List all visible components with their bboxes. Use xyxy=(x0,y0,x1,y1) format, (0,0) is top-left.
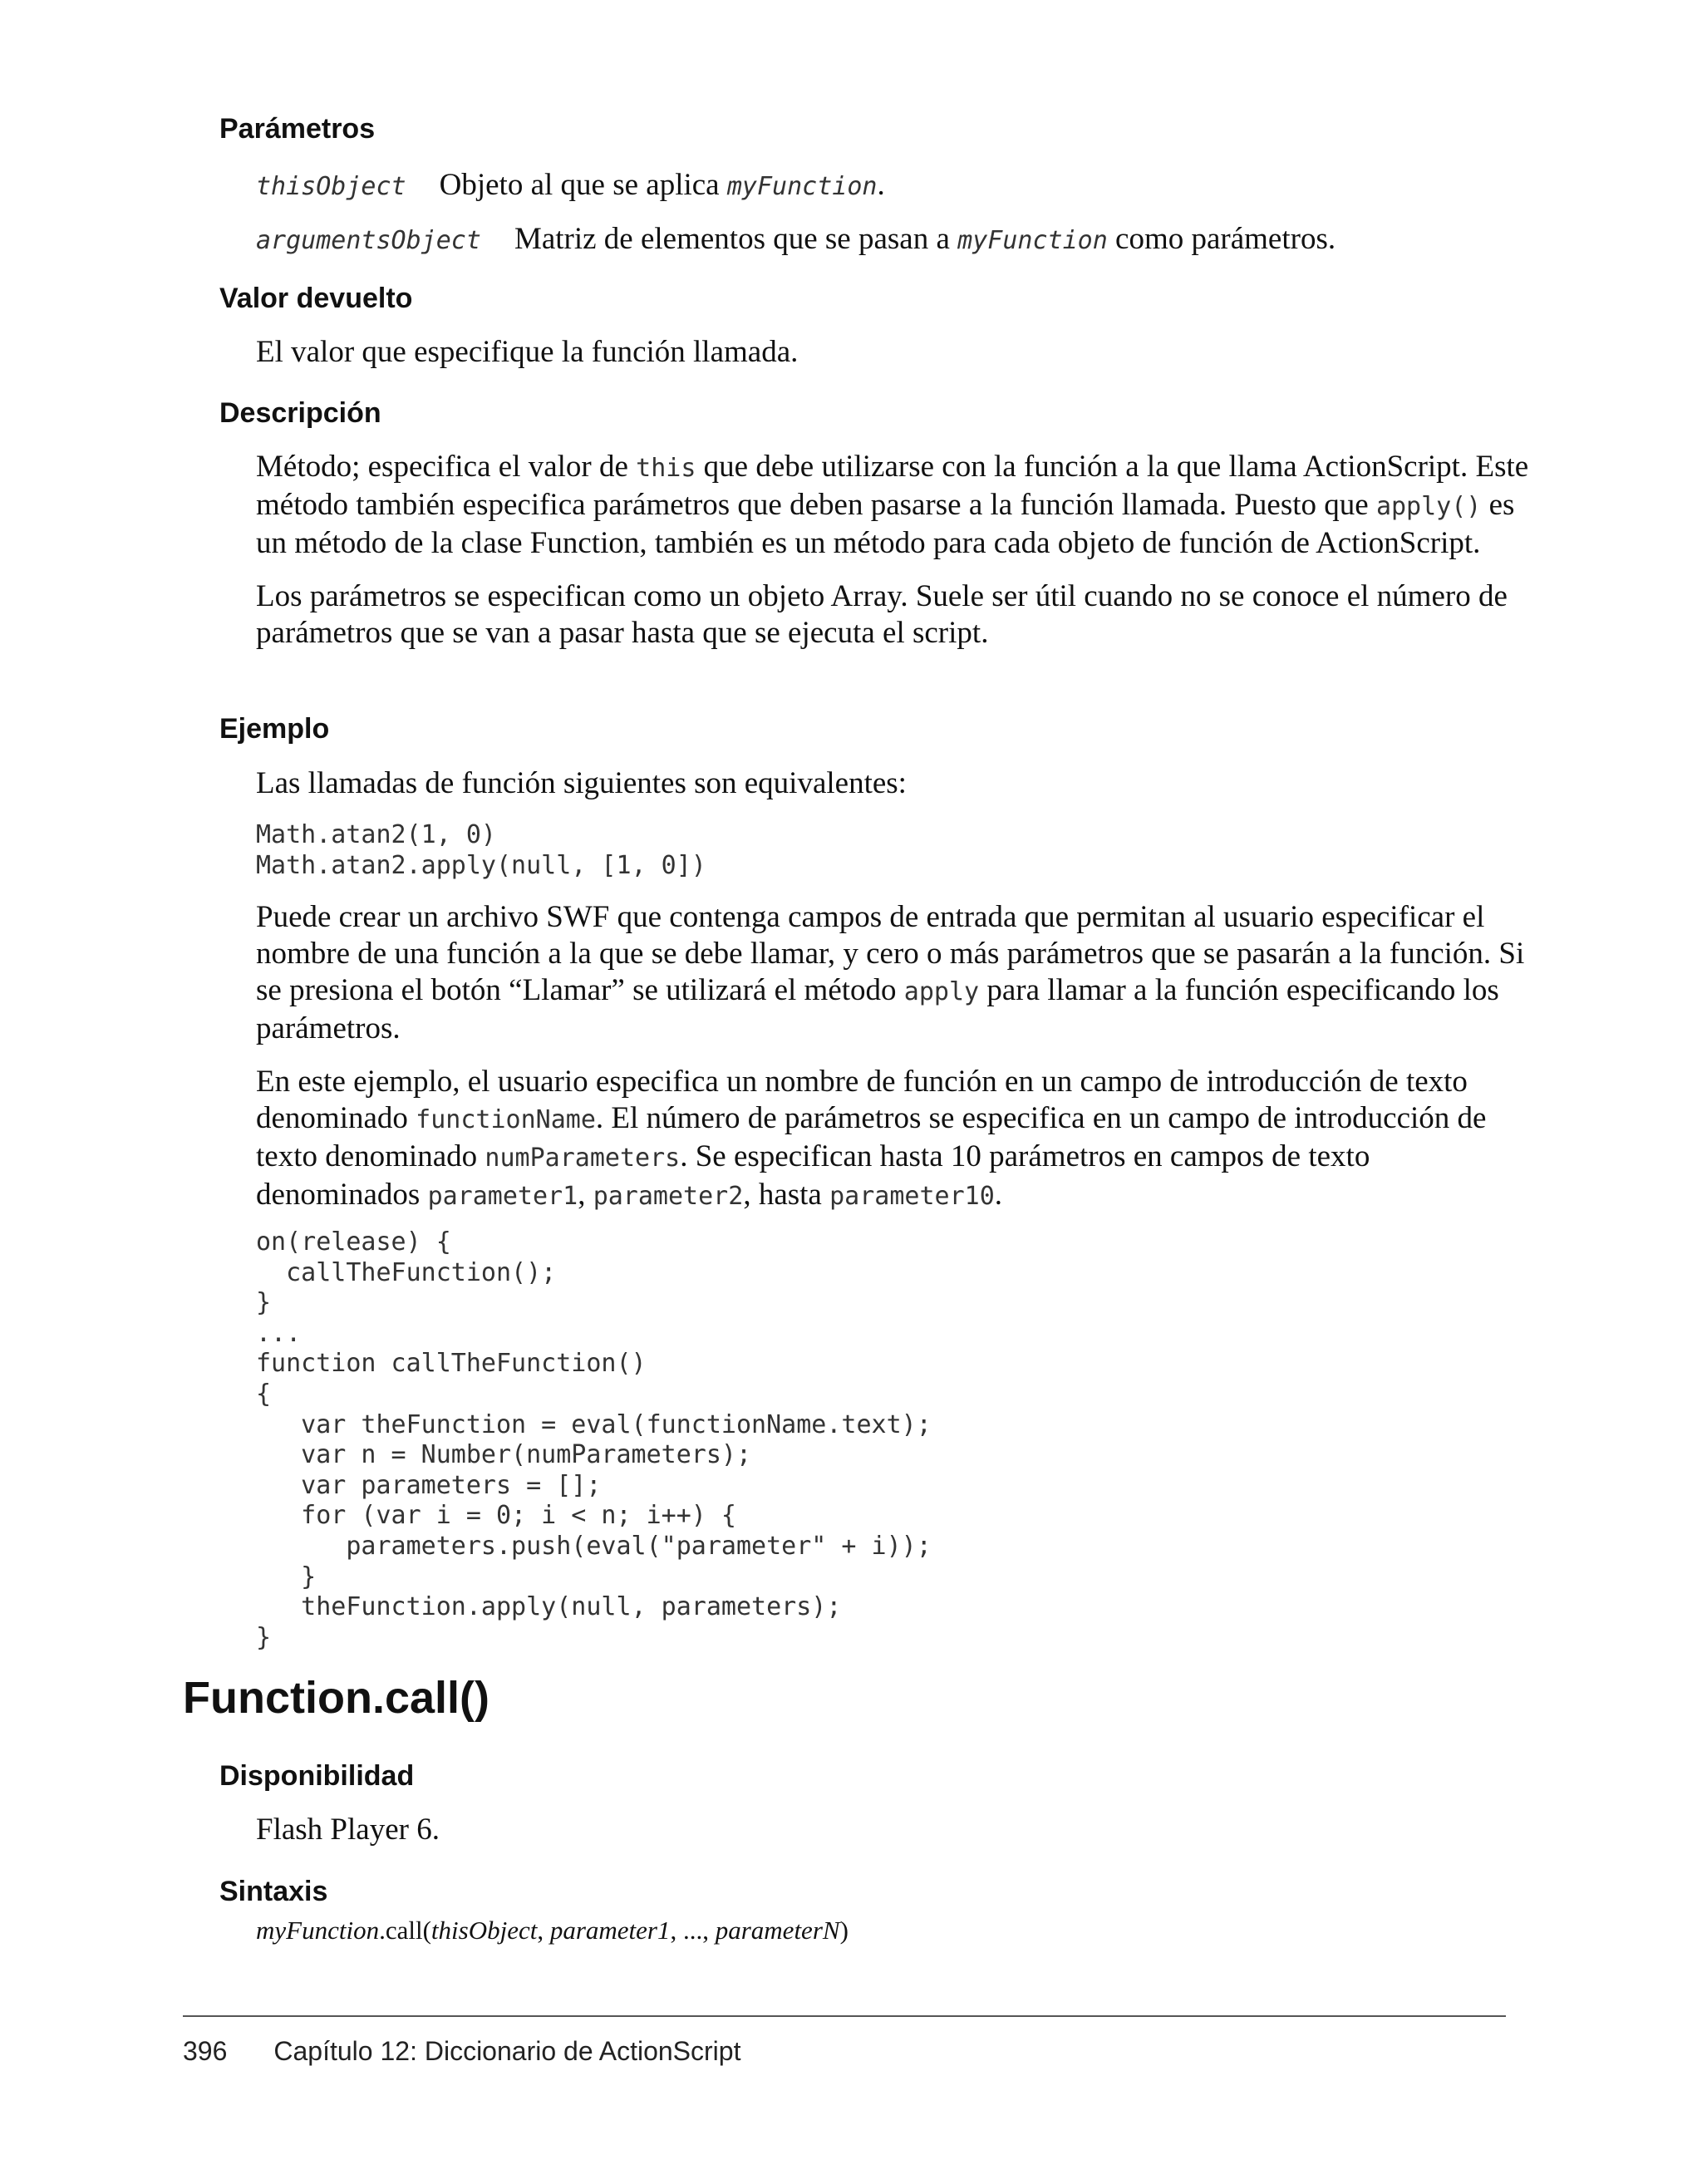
text: , hasta xyxy=(743,1178,830,1212)
inline-code: apply xyxy=(903,977,980,1006)
chapter-title: Capítulo 12: Diccionario de ActionScript xyxy=(273,2036,741,2066)
ejemplo-paragraph-2 xyxy=(256,1064,1536,1215)
descripcion-paragraph-1 xyxy=(256,449,1536,562)
code-block-atan2: Math.atan2(1, 0) Math.atan2.apply(null, [1, 0]) xyxy=(256,820,706,880)
inline-code: parameter2 xyxy=(593,1182,744,1211)
heading-descripcion: Descripción xyxy=(219,397,381,429)
text: Puede crear un archivo SWF que contenga campos de entrada que permitan al usuario especificar el nombre de una función a la que se debe llamar, y cero o más parámetros que se pasarán a la función. Si se presiona el botón “Llamar” se utilizará el método xyxy=(256,900,1525,1007)
paragraph: Flash Player 6. xyxy=(256,1813,440,1847)
valor-devuelto-text xyxy=(256,334,1536,371)
footer-divider xyxy=(183,2015,1506,2017)
inline-code: apply() xyxy=(1375,492,1482,521)
heading-sintaxis: Sintaxis xyxy=(219,1876,328,1907)
code-block-callthefunction: on(release) { callTheFunction(); } ... function callTheFunction() { var theFunction = eval(functionName.text); var n = Number(numParameters); var parameters = []; for (var i = 0; i < n; i++) { parameters.push(eval("parameter" + i)); } theFunction.apply(null, parameters); } xyxy=(256,1227,932,1652)
param-desc: Objeto al que se aplica xyxy=(439,168,727,202)
text: . El número de parámetros se especifica en un campo de introducción de texto denominado xyxy=(256,1101,1487,1173)
text: para llamar a la función especificando los parámetros. xyxy=(256,973,1499,1045)
syntax-line xyxy=(256,1916,849,1945)
text: es un método de la clase Function, también es un método para cada objeto de función de ActionScript. xyxy=(256,488,1515,560)
text: que debe utilizarse con la función a la que llama ActionScript. Este método también especifica parámetros que deben pasarse a la función llamada. Puesto que xyxy=(256,450,1529,522)
param-row-thisobject xyxy=(256,167,885,203)
param-row-argumentsobject xyxy=(256,221,1336,257)
page-footer xyxy=(183,2036,740,2067)
syntax-sep: , xyxy=(537,1916,550,1945)
ejemplo-intro xyxy=(256,765,1536,802)
param-name: thisObject xyxy=(256,172,406,201)
ejemplo-body xyxy=(256,899,1536,1215)
text: . Se especifican hasta 10 parámetros en campos de texto denominados xyxy=(256,1139,1370,1212)
heading-ejemplo: Ejemplo xyxy=(219,713,330,745)
syntax-close: ) xyxy=(839,1916,849,1945)
section-title: Function.call() xyxy=(183,1673,489,1723)
syntax-arg: thisObject xyxy=(430,1916,538,1945)
syntax-sep: , ..., xyxy=(670,1916,716,1945)
inline-code: parameter10 xyxy=(829,1182,995,1211)
heading-valor-devuelto: Valor devuelto xyxy=(219,283,413,314)
syntax-arg: parameter1 xyxy=(549,1916,671,1945)
inline-code: parameter1 xyxy=(427,1182,578,1211)
param-code: myFunction xyxy=(726,172,878,201)
paragraph: El valor que especifique la función llamada. xyxy=(256,335,799,369)
heading-disponibilidad: Disponibilidad xyxy=(219,1760,415,1792)
paragraph: Las llamadas de función siguientes son equivalentes: xyxy=(256,766,907,800)
text: , xyxy=(578,1178,593,1212)
inline-code: numParameters xyxy=(485,1144,681,1173)
ejemplo-paragraph-1 xyxy=(256,899,1536,1047)
param-desc-end: como parámetros. xyxy=(1107,222,1336,256)
page-number: 396 xyxy=(183,2036,228,2066)
param-name: argumentsObject xyxy=(256,226,481,255)
descripcion-paragraph-2: Los parámetros se especifican como un objeto Array. Suele ser útil cuando no se conoce el número de parámetros que se van a pasar hasta que se ejecuta el script. xyxy=(256,579,1508,650)
param-desc-end: . xyxy=(877,168,885,202)
syntax-method: .call( xyxy=(379,1916,431,1945)
inline-code: this xyxy=(636,454,696,483)
param-desc: Matriz de elementos que se pasan a xyxy=(514,222,958,256)
heading-parametros: Parámetros xyxy=(219,113,376,145)
descripcion-body xyxy=(256,449,1536,652)
param-code: myFunction xyxy=(957,226,1108,255)
syntax-arg: parameterN xyxy=(715,1916,840,1945)
text: Método; especifica el valor de xyxy=(256,450,637,484)
disponibilidad-text xyxy=(256,1812,1536,1848)
syntax-function: myFunction xyxy=(256,1916,380,1945)
inline-code: functionName xyxy=(416,1105,596,1134)
text: . xyxy=(994,1178,1003,1212)
text: En este ejemplo, el usuario especifica un nombre de función en un campo de introducción de texto denominado xyxy=(256,1065,1468,1135)
